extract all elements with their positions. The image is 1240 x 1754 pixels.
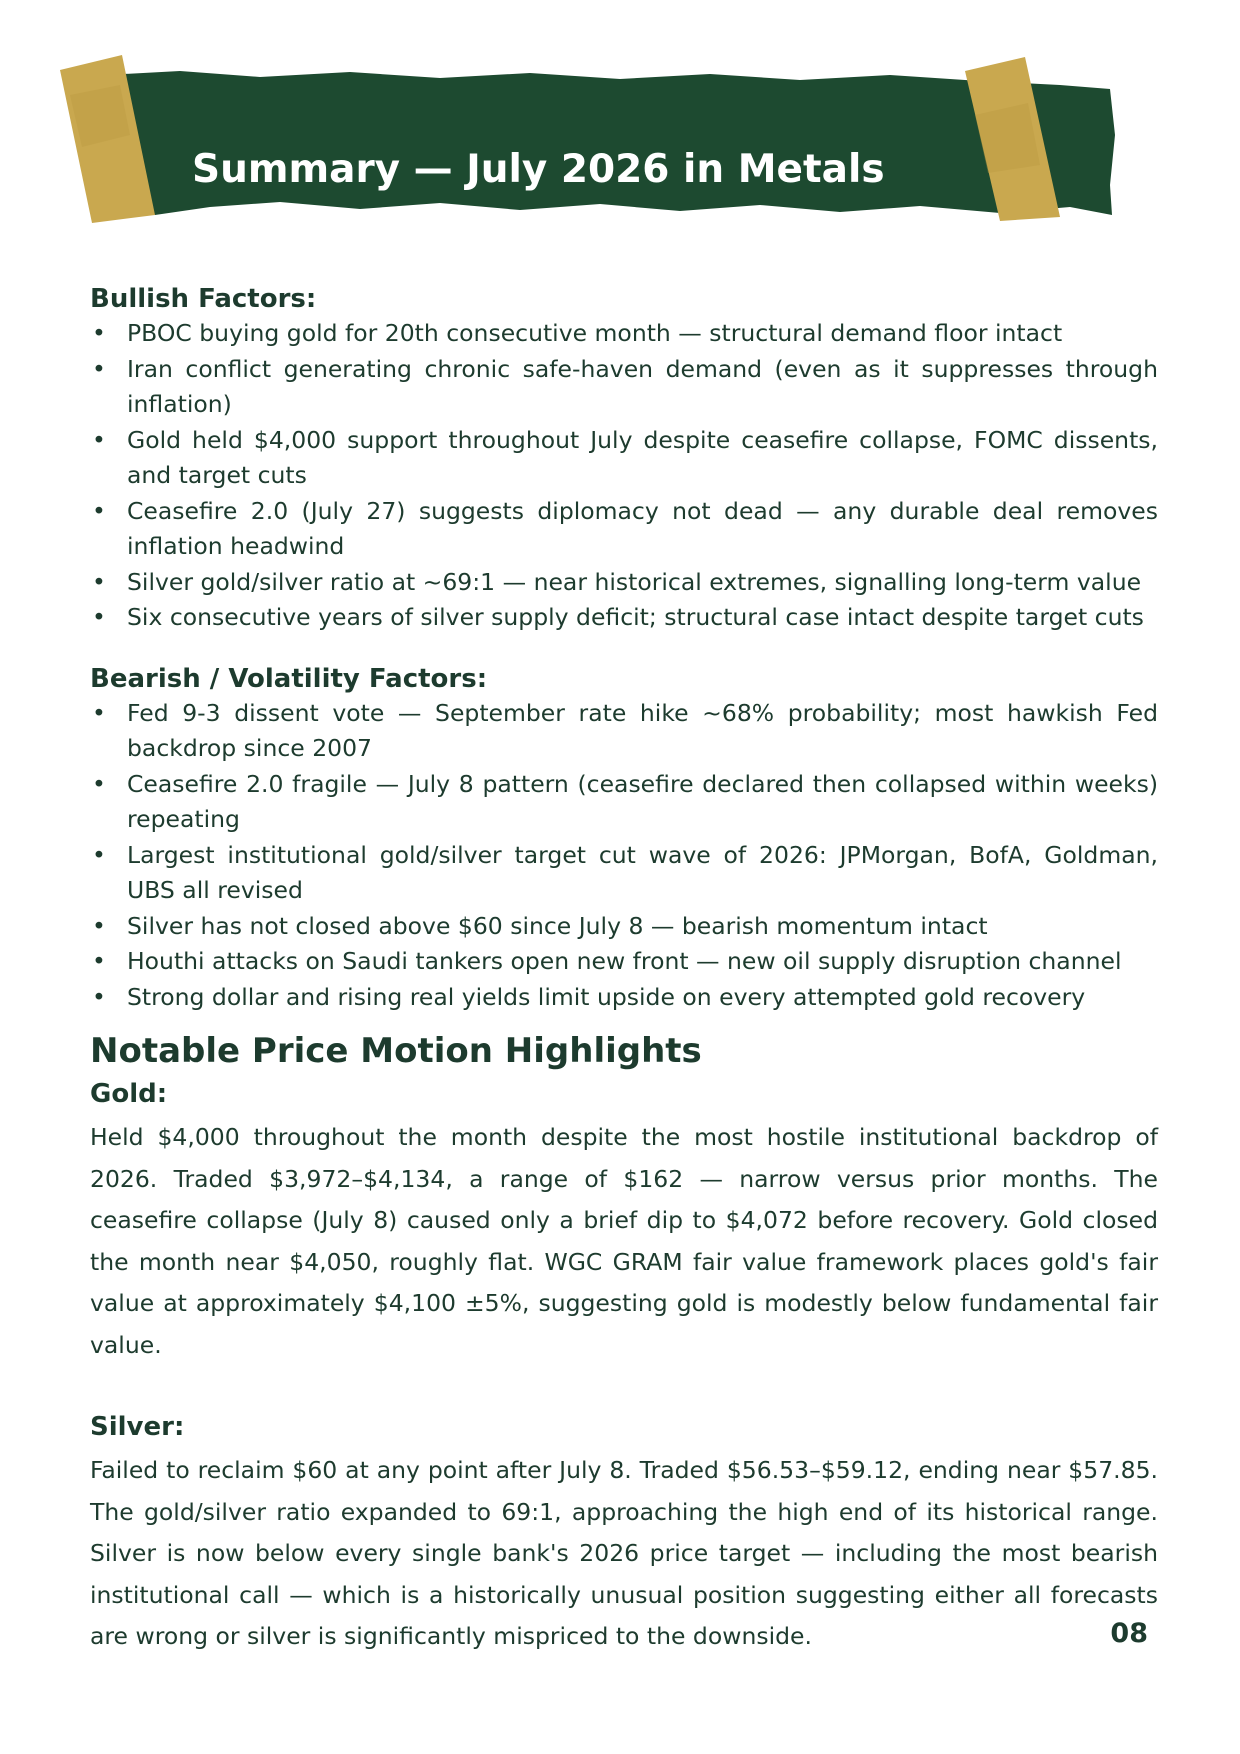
list-item: • Fed 9-3 dissent vote — September rate hike ~68% probability; most hawkish Fed backdrop since 2007 <box>90 696 1158 767</box>
list-item: • Gold held $4,000 support throughout July despite ceasefire collapse, FOMC dissents, and target cuts <box>90 423 1158 494</box>
bullet-glyph: • <box>92 603 106 631</box>
bullet-glyph: • <box>92 567 106 596</box>
list-item: • Strong dollar and rising real yields limit upside on every attempted gold recovery <box>90 980 1158 1016</box>
list-item: • Silver gold/silver ratio at ~69:1 — near historical extremes, signalling long-term value <box>90 565 1158 601</box>
bullet-glyph: • <box>92 947 106 975</box>
header-banner <box>60 55 1190 255</box>
bearish-factors-list <box>90 696 1158 1016</box>
banner-strip <box>105 71 1115 215</box>
list-item: • Iran conflict generating chronic safe-haven demand (even as it suppresses through inflation) <box>90 352 1158 423</box>
gold-paragraph: Held $4,000 throughout the month despite the most hostile institutional backdrop of 2026. Traded $3,972–$4,134, a range of $162 — narrow versus prior months. The ceasefire collapse (July 8) caused only a brief dip to $4,072 before recovery. Gold closed the month near $4,050, roughly flat. WGC GRAM fair value framework places gold's fair value at approximately $4,100 ±5%, suggesting gold is modestly below fundamental fair value. <box>90 1123 1158 1359</box>
list-item: • Ceasefire 2.0 fragile — July 8 pattern (ceasefire declared then collapsed within weeks) repeating <box>90 767 1158 838</box>
bullet-glyph: • <box>92 496 106 525</box>
silver-label: Silver: <box>90 1412 185 1442</box>
bullet-glyph: • <box>92 769 106 798</box>
highlights-heading: Notable Price Motion Highlights <box>90 1031 702 1071</box>
page-title: Summary — July 2026 in Metals <box>192 147 885 192</box>
bullet-glyph: • <box>92 698 106 727</box>
page-number: 08 <box>1110 1618 1148 1649</box>
bullish-factors-label: Bullish Factors: <box>90 284 317 314</box>
bullet-glyph: • <box>92 911 106 940</box>
gold-label: Gold: <box>90 1079 168 1109</box>
list-item: • Silver has not closed above $60 since July 8 — bearish momentum intact <box>90 909 1158 945</box>
bullet-glyph: • <box>92 319 106 347</box>
list-item: • PBOC buying gold for 20th consecutive month — structural demand floor intact <box>90 316 1158 352</box>
list-item: • Largest institutional gold/silver target cut wave of 2026: JPMorgan, BofA, Goldman, UBS all revised <box>90 838 1158 909</box>
bearish-factors-label: Bearish / Volatility Factors: <box>90 663 488 694</box>
bullet-glyph: • <box>92 982 106 1011</box>
list-item: • Six consecutive years of silver supply deficit; structural case intact despite target cuts <box>90 600 1158 636</box>
list-item: • Ceasefire 2.0 (July 27) suggests diplomacy not dead — any durable deal removes inflation headwind <box>90 494 1158 565</box>
bullet-glyph: • <box>92 425 106 454</box>
bullish-factors-list <box>90 316 1158 636</box>
list-item: • Houthi attacks on Saudi tankers open new front — new oil supply disruption channel <box>90 944 1158 980</box>
content <box>90 282 1158 1658</box>
silver-paragraph: Failed to reclaim $60 at any point after July 8. Traded $56.53–$59.12, ending near $57.85. The gold/silver ratio expanded to 69:1, approaching the high end of its historical range. Silver is now below every single bank's 2026 price target — including the most bearish institutional call — which is a historically unusual position suggesting either all forecasts are wrong or silver is significantly mispriced to the downside. <box>90 1456 1158 1650</box>
bullet-glyph: • <box>92 840 106 869</box>
bullet-glyph: • <box>92 354 106 383</box>
